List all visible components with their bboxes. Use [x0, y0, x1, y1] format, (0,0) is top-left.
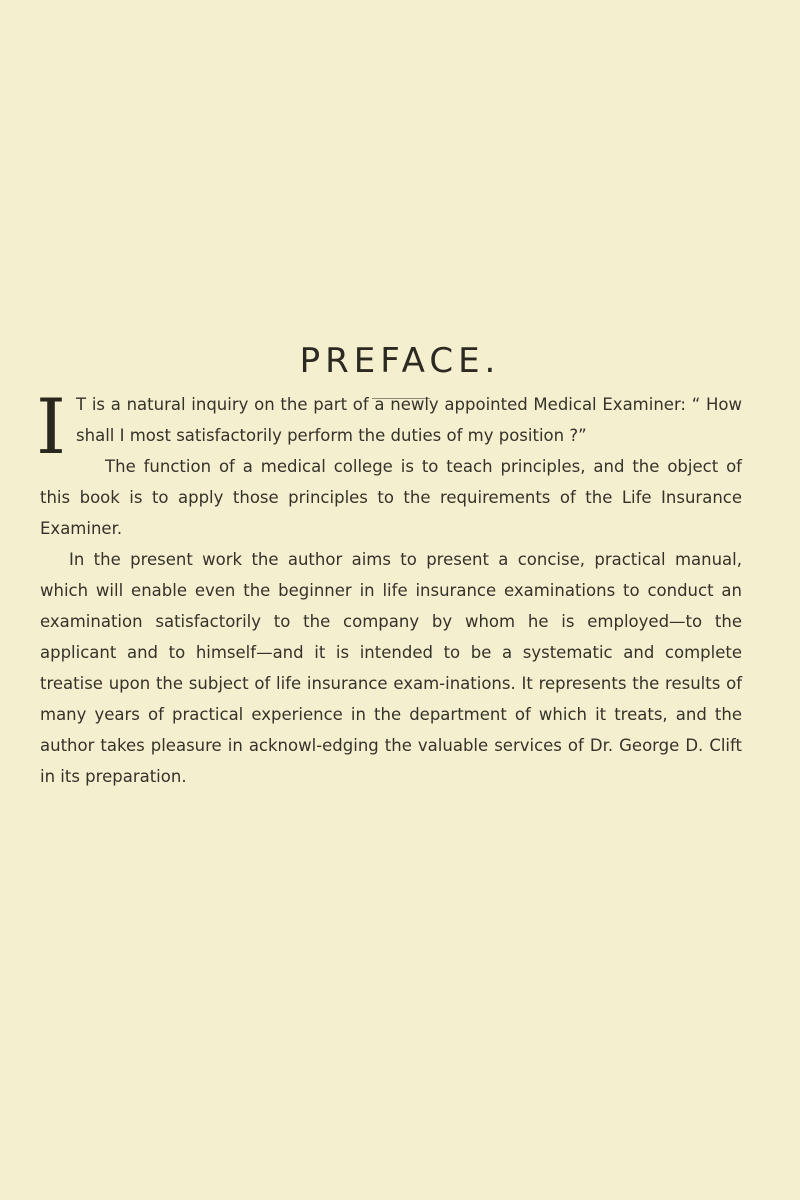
preface-text	[36, 382, 742, 792]
paragraph-1-text: T is a natural inquiry on the part of a newly appointed Medical Examiner: “ How shall I most satisfactorily perform the duties of my position ?”	[76, 395, 742, 445]
paragraph-1	[36, 382, 742, 471]
page-title: PREFACE.	[299, 341, 501, 381]
paragraph-2: The function of a medical college is to teach principles, and the object of this book is to apply those principles to the requirements of the Life Insurance Examiner.	[40, 457, 742, 538]
drop-cap: I	[36, 382, 67, 471]
paragraph-3: In the present work the author aims to present a concise, practical manual, which will enable even the beginner in life insurance examinations to conduct an examination satisfactorily to the company by whom he is employed—to the applicant and to himself—and it is intended to be a systematic and complete treatise upon the subject of life insurance exam-inations. It represents the results of many years of practical experience in the department of which it treats, and the author takes pleasure in acknowl-edging the valuable services of Dr. George D. Clift in its preparation.	[40, 550, 742, 786]
